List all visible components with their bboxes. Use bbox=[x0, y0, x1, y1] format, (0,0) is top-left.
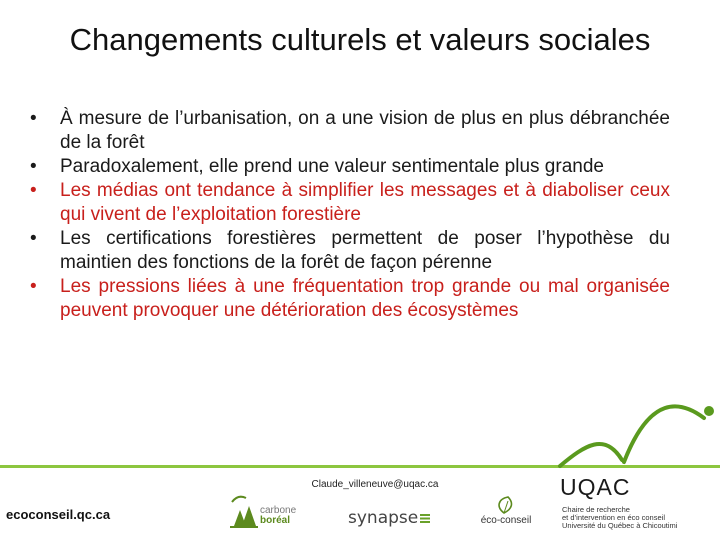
slide-title: Changements culturels et valeurs sociales bbox=[69, 22, 651, 57]
tree-icon bbox=[228, 492, 262, 532]
bullet-text: Les médias ont tendance à simplifier les messages et à diaboliser ceux qui vivent de l’exploitation forestière bbox=[60, 180, 670, 225]
website-logo: ecoconseil.qc.ca bbox=[6, 507, 111, 522]
green-divider-line bbox=[0, 465, 720, 468]
carbone-boreal-logo bbox=[228, 492, 308, 532]
bullet-text: Paradoxalement, elle prend une valeur sentimentale plus grande bbox=[60, 156, 604, 177]
bullet-marker: • bbox=[30, 108, 37, 129]
synapse-text: synapse bbox=[348, 508, 419, 528]
uqac-line: Chaire de recherche bbox=[562, 505, 630, 514]
uqac-line: et d’intervention en éco conseil bbox=[562, 513, 665, 522]
swoosh-arc-small bbox=[560, 444, 622, 466]
uqac-name: UQAC bbox=[560, 474, 631, 500]
bullet-marker: • bbox=[30, 180, 37, 201]
boreal-text: boréal bbox=[260, 515, 291, 526]
eco-conseil-logo bbox=[474, 495, 544, 531]
bullet-text: À mesure de l’urbanisation, on a une vision de plus en plus débranchée de la forêt bbox=[60, 108, 670, 153]
eco-conseil-text: éco-conseil bbox=[480, 515, 532, 526]
bullet-marker: • bbox=[30, 228, 37, 249]
bullet-marker: • bbox=[30, 276, 37, 297]
swoosh-arc-large bbox=[624, 406, 704, 462]
carbone-text: carbone bbox=[260, 505, 297, 516]
bullet-marker: • bbox=[30, 156, 37, 177]
bullet-text: Les pressions liées à une fréquentation trop grande ou mal organisée peuvent provoquer une détérioration des écosystèmes bbox=[60, 276, 670, 321]
bars-icon bbox=[420, 514, 430, 523]
swoosh-dot bbox=[704, 406, 714, 416]
uqac-line: Université du Québec à Chicoutimi bbox=[562, 521, 678, 530]
contact-email: Claude_villeneuve@uqac.ca bbox=[311, 479, 439, 490]
synapse-logo bbox=[348, 508, 430, 528]
bullet-text: Les certifications forestières permettent de poser l’hypothèse du maintien des fonctions de la forêt de façon pérenne bbox=[60, 228, 670, 273]
leaf-icon bbox=[474, 495, 538, 517]
uqac-logo bbox=[558, 474, 718, 538]
